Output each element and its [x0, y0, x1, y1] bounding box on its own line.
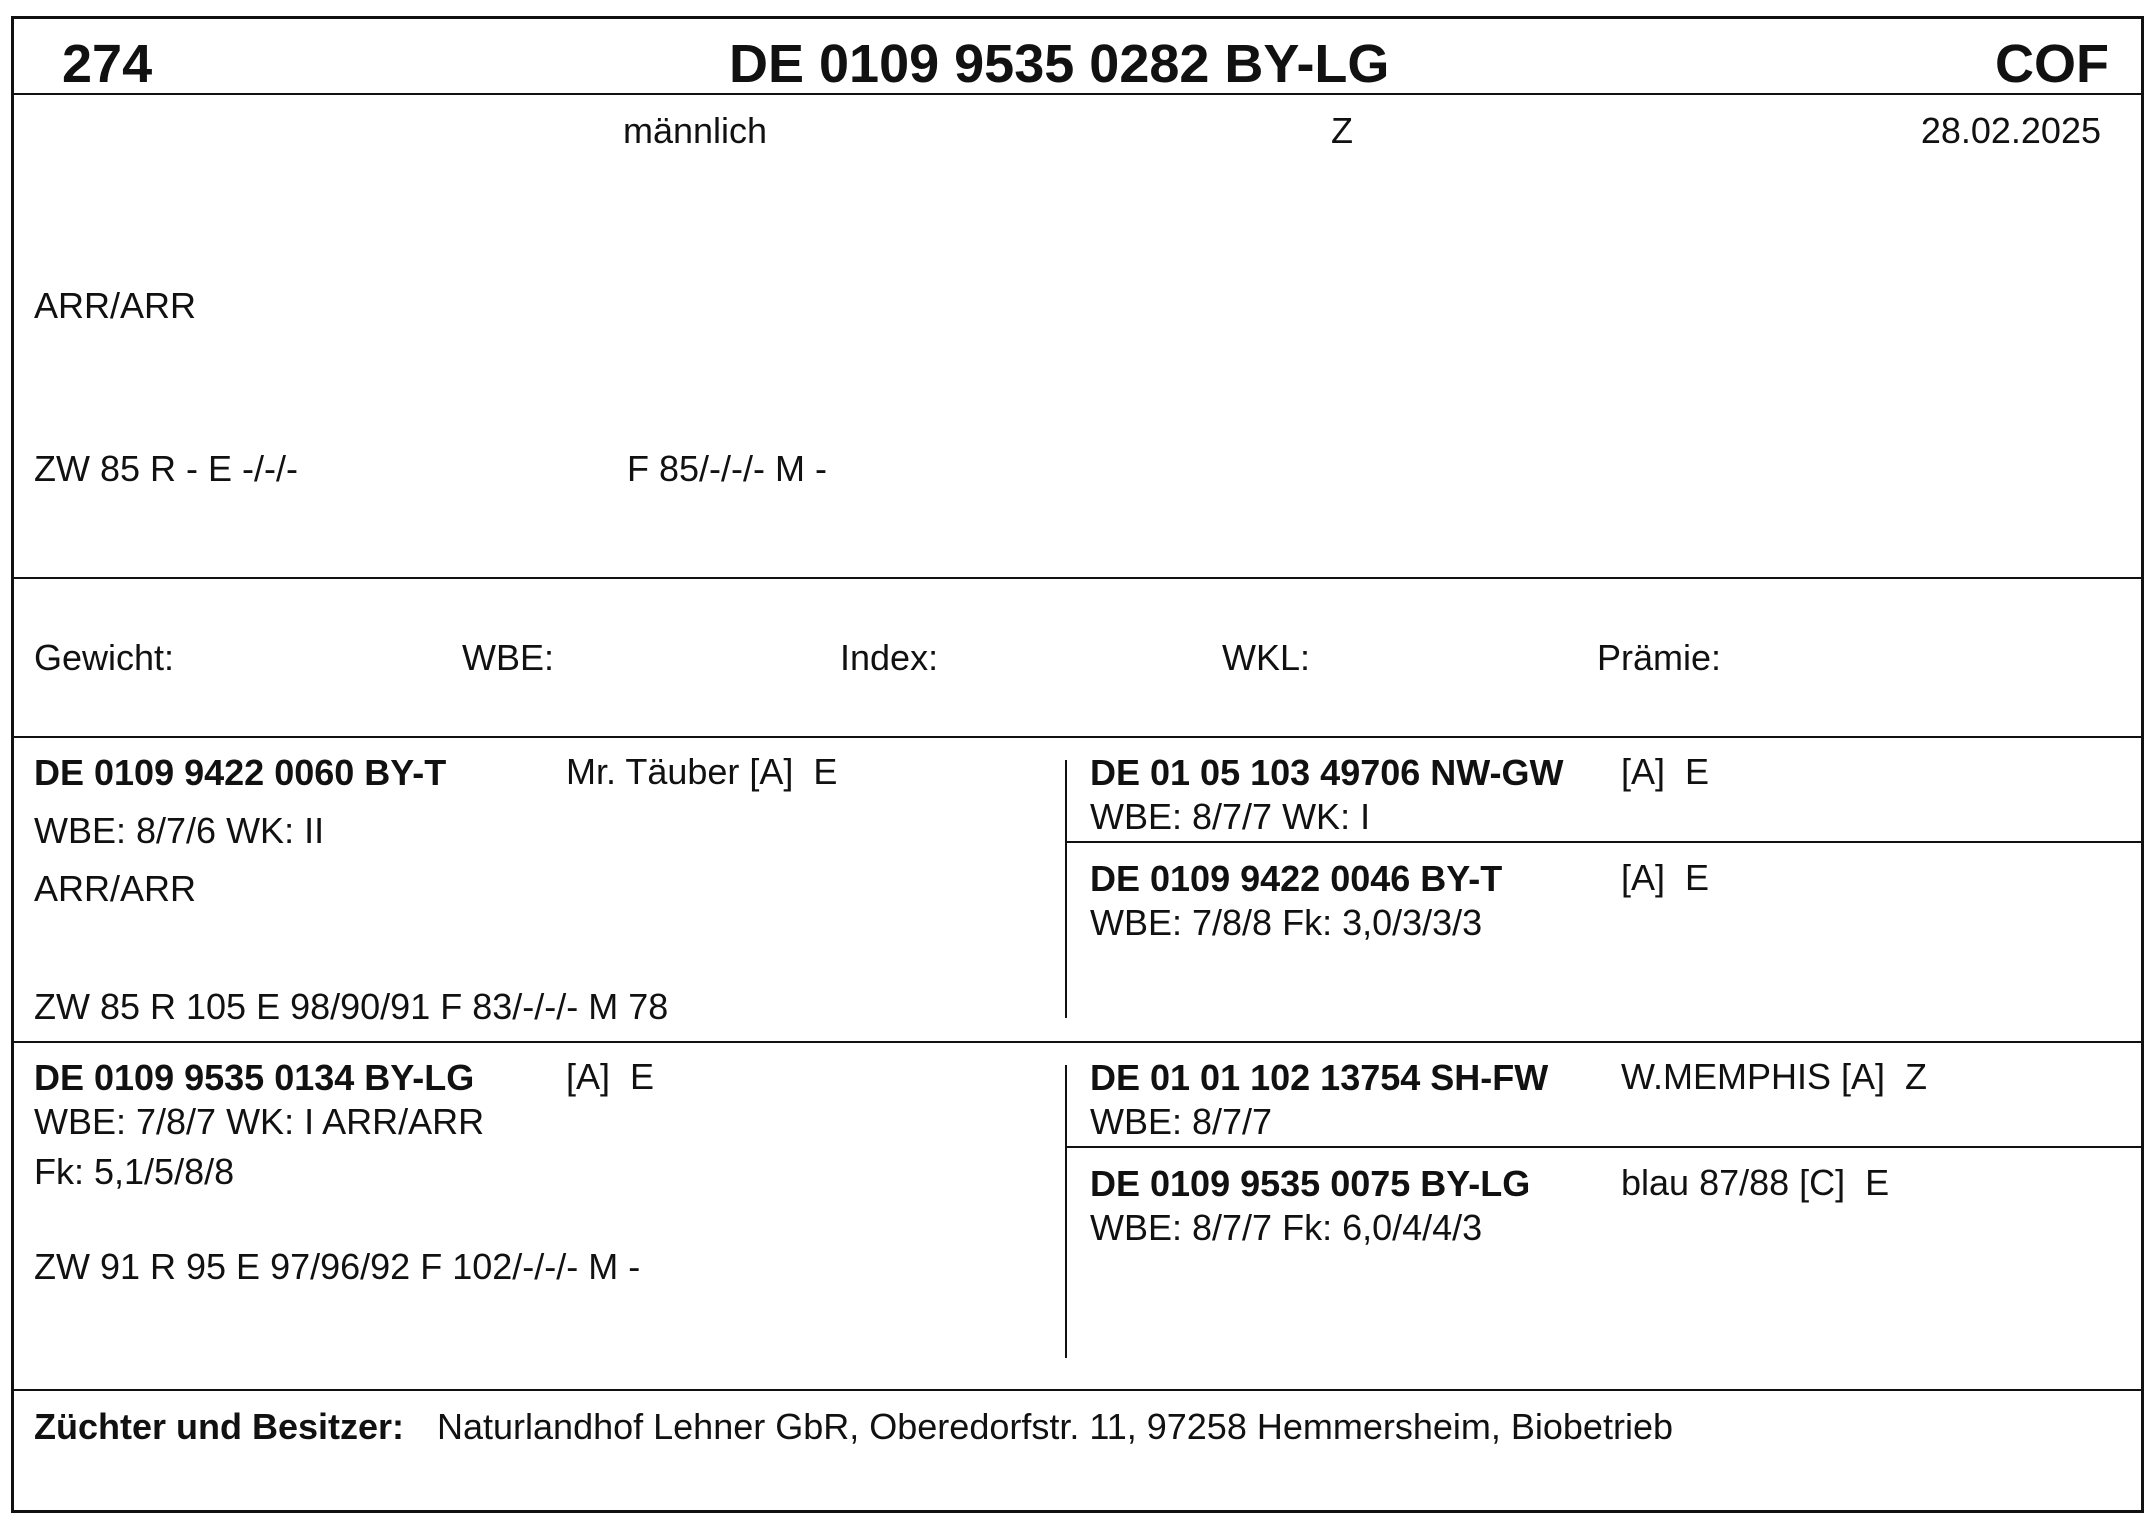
sire-sire-id: DE 01 05 103 49706 NW-GW — [1090, 752, 1564, 793]
dam-id: DE 0109 9535 0134 BY-LG — [34, 1057, 475, 1098]
dam-sire-wbe: WBE: 8/7/7 — [1090, 1101, 1273, 1142]
index-label: Index: — [840, 637, 939, 678]
animal-section-divider — [12, 577, 2143, 579]
premium-label: Prämie: — [1597, 637, 1722, 678]
wbe-label: WBE: — [462, 637, 555, 678]
sire-breeding-values: ZW 85 R 105 E 98/90/91 F 83/-/-/- M 78 — [34, 986, 669, 1027]
sire-genotype: ARR/ARR — [34, 868, 197, 909]
animal-breeding-values-left: ZW 85 R - E -/-/- — [34, 448, 298, 489]
dam-grandparents-divider — [1066, 1146, 2143, 1148]
wkl-label: WKL: — [1222, 637, 1311, 678]
animal-mark: Z — [1331, 110, 1353, 151]
dam-info: [A] E — [566, 1056, 655, 1097]
owner-value: Naturlandhof Lehner GbR, Oberedorfstr. 11, 97258 Hemmersheim, Biobetrieb — [437, 1406, 1673, 1447]
dam-sire-id: DE 01 01 102 13754 SH-FW — [1090, 1057, 1549, 1098]
sire-dam-wbe: WBE: 7/8/8 Fk: 3,0/3/3/3 — [1090, 902, 1483, 943]
dam-dam-wbe: WBE: 8/7/7 Fk: 6,0/4/4/3 — [1090, 1207, 1483, 1248]
weight-label: Gewicht: — [34, 637, 175, 678]
dam-dam-id: DE 0109 9535 0075 BY-LG — [1090, 1163, 1531, 1204]
pedigree-divider — [12, 1041, 2143, 1043]
animal-date: 28.02.2025 — [1920, 110, 2101, 151]
sire-info: Mr. Täuber [A] E — [566, 751, 838, 792]
sire-sire-wbe: WBE: 8/7/7 WK: I — [1090, 796, 1371, 837]
dam-sire-info: W.MEMPHIS [A] Z — [1621, 1056, 1928, 1097]
breed-code: COF — [1995, 34, 2109, 94]
animal-id: DE 0109 9535 0282 BY-LG — [729, 34, 1390, 94]
sire-dam-id: DE 0109 9422 0046 BY-T — [1090, 858, 1503, 899]
evaluation-divider — [12, 736, 2143, 738]
dam-dam-info: blau 87/88 [C] E — [1621, 1162, 1890, 1203]
sire-dam-info: [A] E — [1621, 857, 1710, 898]
animal-breeding-values-right: F 85/-/-/- M - — [627, 448, 827, 489]
dam-wbe: WBE: 7/8/7 WK: I ARR/ARR — [34, 1101, 485, 1142]
animal-sex: männlich — [623, 110, 768, 151]
dam-fk: Fk: 5,1/5/8/8 — [34, 1151, 235, 1192]
sire-sire-info: [A] E — [1621, 751, 1710, 792]
sire-wbe: WBE: 8/7/6 WK: II — [34, 810, 325, 851]
catalog-number: 274 — [62, 34, 153, 94]
dam-column-divider — [1065, 1065, 1067, 1358]
sire-column-divider — [1065, 760, 1067, 1018]
footer-divider — [12, 1389, 2143, 1391]
owner-label: Züchter und Besitzer: — [34, 1406, 405, 1447]
sire-grandparents-divider — [1066, 841, 2143, 843]
animal-genotype: ARR/ARR — [34, 285, 197, 326]
dam-breeding-values: ZW 91 R 95 E 97/96/92 F 102/-/-/- M - — [34, 1246, 641, 1287]
sire-id: DE 0109 9422 0060 BY-T — [34, 752, 447, 793]
